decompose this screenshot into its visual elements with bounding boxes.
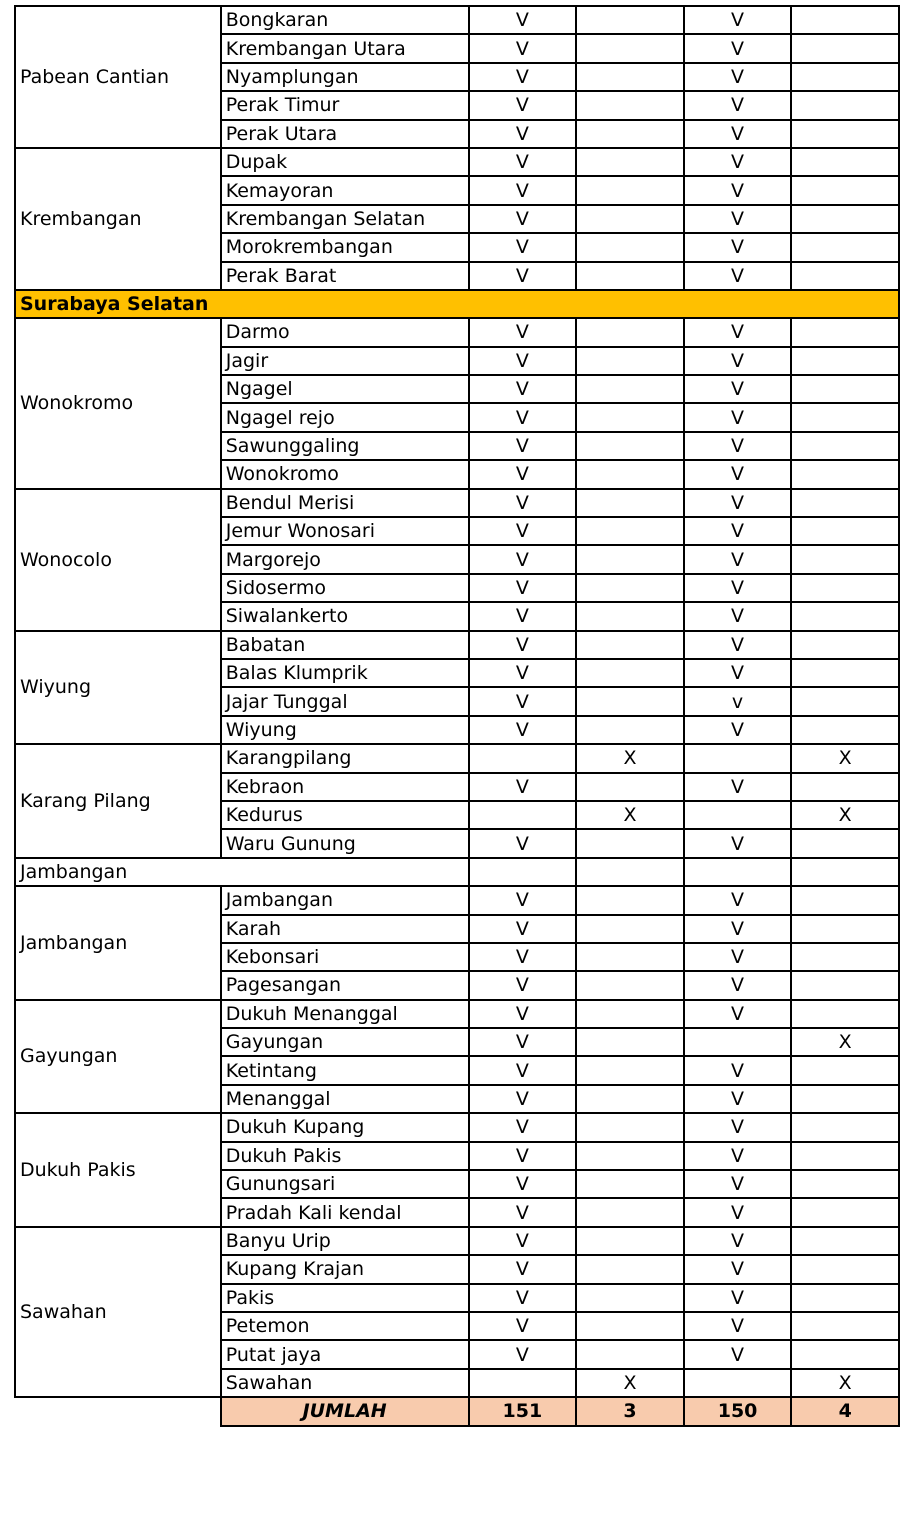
mark-cell-col3: V	[684, 886, 792, 914]
mark-cell-col1: V	[469, 262, 577, 290]
mark-cell-col4	[791, 205, 899, 233]
kelurahan-cell: Karangpilang	[221, 744, 469, 772]
kelurahan-cell: Margorejo	[221, 545, 469, 573]
mark-cell-col3: V	[684, 375, 792, 403]
mark-cell-col4	[791, 1113, 899, 1141]
total-label: JUMLAH	[221, 1397, 469, 1425]
kelurahan-cell: Balas Klumprik	[221, 659, 469, 687]
mark-cell-col1: V	[469, 63, 577, 91]
mark-cell-col2	[576, 687, 684, 715]
mark-cell-col2	[576, 233, 684, 261]
mark-cell-col2	[576, 716, 684, 744]
mark-cell-col4	[791, 1198, 899, 1226]
mark-cell-col4	[791, 120, 899, 148]
kelurahan-cell: Petemon	[221, 1312, 469, 1340]
mark-cell-col3: V	[684, 1255, 792, 1283]
mark-cell-col2	[576, 6, 684, 34]
mark-cell-col4	[791, 687, 899, 715]
mark-cell-col3: v	[684, 687, 792, 715]
mark-cell-col3: V	[684, 545, 792, 573]
mark-cell-col2	[576, 262, 684, 290]
mark-cell-col3: V	[684, 148, 792, 176]
kelurahan-cell: Sawahan	[221, 1369, 469, 1397]
mark-cell-col1: V	[469, 716, 577, 744]
mark-cell-col2	[576, 1028, 684, 1056]
mark-cell-col2	[576, 886, 684, 914]
mark-cell-col3: V	[684, 176, 792, 204]
kelurahan-cell: Sidosermo	[221, 574, 469, 602]
kelurahan-cell: Perak Utara	[221, 120, 469, 148]
table-row	[15, 886, 899, 914]
mark-cell-col4	[791, 1255, 899, 1283]
empty-cell	[576, 858, 684, 886]
kelurahan-cell: Waru Gunung	[221, 829, 469, 857]
mark-cell-col1	[469, 744, 577, 772]
kelurahan-cell: Kebonsari	[221, 943, 469, 971]
kecamatan-cell: Wiyung	[15, 631, 221, 745]
mark-cell-col3: V	[684, 318, 792, 346]
mark-cell-col1: V	[469, 1142, 577, 1170]
mark-cell-col2	[576, 1312, 684, 1340]
kelurahan-cell: Bendul Merisi	[221, 489, 469, 517]
mark-cell-col4	[791, 659, 899, 687]
mark-cell-col4	[791, 460, 899, 488]
kecamatan-cell: Wonocolo	[15, 489, 221, 631]
mark-cell-col1: V	[469, 1198, 577, 1226]
mark-cell-col2	[576, 602, 684, 630]
mark-cell-col2	[576, 375, 684, 403]
mark-cell-col1: V	[469, 773, 577, 801]
mark-cell-col2	[576, 631, 684, 659]
mark-cell-col2	[576, 517, 684, 545]
mark-cell-col3: V	[684, 120, 792, 148]
kelurahan-cell: Pakis	[221, 1284, 469, 1312]
mark-cell-col4	[791, 375, 899, 403]
mark-cell-col1: V	[469, 631, 577, 659]
mark-cell-col4	[791, 915, 899, 943]
mark-cell-col2	[576, 63, 684, 91]
mark-cell-col1: V	[469, 318, 577, 346]
mark-cell-col2	[576, 1255, 684, 1283]
kelurahan-cell: Kemayoran	[221, 176, 469, 204]
mark-cell-col4	[791, 517, 899, 545]
mark-cell-col1: V	[469, 91, 577, 119]
mark-cell-col4	[791, 545, 899, 573]
kelurahan-cell: Perak Barat	[221, 262, 469, 290]
mark-cell-col4	[791, 176, 899, 204]
mark-cell-col1: V	[469, 574, 577, 602]
mark-cell-col1: V	[469, 886, 577, 914]
mark-cell-col4	[791, 631, 899, 659]
mark-cell-col2	[576, 347, 684, 375]
mark-cell-col2	[576, 574, 684, 602]
mark-cell-col2	[576, 545, 684, 573]
mark-cell-col1: V	[469, 915, 577, 943]
mark-cell-col4	[791, 1312, 899, 1340]
mark-cell-col2	[576, 1113, 684, 1141]
mark-cell-col3: V	[684, 716, 792, 744]
empty-cell	[469, 858, 577, 886]
kelurahan-cell: Nyamplungan	[221, 63, 469, 91]
kelurahan-cell: Jajar Tunggal	[221, 687, 469, 715]
mark-cell-col3: V	[684, 517, 792, 545]
kelurahan-cell: Krembangan Selatan	[221, 205, 469, 233]
mark-cell-col4	[791, 1142, 899, 1170]
mark-cell-col1: V	[469, 1000, 577, 1028]
mark-cell-col2	[576, 432, 684, 460]
mark-cell-col4	[791, 1170, 899, 1198]
mark-cell-col4: X	[791, 801, 899, 829]
mark-cell-col2	[576, 34, 684, 62]
kelurahan-cell: Wonokromo	[221, 460, 469, 488]
kecamatan-cell: Krembangan	[15, 148, 221, 290]
mark-cell-col3: V	[684, 205, 792, 233]
mark-cell-col1: V	[469, 1340, 577, 1368]
kelurahan-cell: Morokrembangan	[221, 233, 469, 261]
mark-cell-col1: V	[469, 1113, 577, 1141]
total-col4: 4	[791, 1397, 899, 1425]
mark-cell-col4	[791, 6, 899, 34]
mark-cell-col2	[576, 915, 684, 943]
kelurahan-cell: Dukuh Kupang	[221, 1113, 469, 1141]
table-row	[15, 6, 899, 34]
mark-cell-col2	[576, 971, 684, 999]
mark-cell-col1: V	[469, 375, 577, 403]
mark-cell-col3: V	[684, 347, 792, 375]
kelurahan-table	[14, 5, 900, 1427]
mark-cell-col2	[576, 943, 684, 971]
kecamatan-cell: Wonokromo	[15, 318, 221, 488]
mark-cell-col1: V	[469, 205, 577, 233]
kelurahan-cell: Darmo	[221, 318, 469, 346]
mark-cell-col4	[791, 602, 899, 630]
mark-cell-col4	[791, 347, 899, 375]
mark-cell-col4: X	[791, 1369, 899, 1397]
mark-cell-col3: V	[684, 1170, 792, 1198]
mark-cell-col2	[576, 148, 684, 176]
table-row	[15, 1113, 899, 1141]
mark-cell-col3: V	[684, 1227, 792, 1255]
mark-cell-col3: V	[684, 1198, 792, 1226]
mark-cell-col1: V	[469, 1312, 577, 1340]
mark-cell-col1: V	[469, 34, 577, 62]
kelurahan-cell: Krembangan Utara	[221, 34, 469, 62]
mark-cell-col3: V	[684, 829, 792, 857]
mark-cell-col4	[791, 318, 899, 346]
mark-cell-col3: V	[684, 971, 792, 999]
mark-cell-col3: V	[684, 34, 792, 62]
mark-cell-col2	[576, 91, 684, 119]
mark-cell-col3: V	[684, 1000, 792, 1028]
mark-cell-col4	[791, 403, 899, 431]
mark-cell-col2	[576, 1170, 684, 1198]
total-row	[15, 1397, 899, 1425]
mark-cell-col3: V	[684, 659, 792, 687]
mark-cell-col2	[576, 403, 684, 431]
mark-cell-col3: V	[684, 63, 792, 91]
mark-cell-col3	[684, 744, 792, 772]
kelurahan-cell: Dupak	[221, 148, 469, 176]
mark-cell-col2	[576, 1000, 684, 1028]
total-col2: 3	[576, 1397, 684, 1425]
table-body	[15, 6, 899, 1397]
section-header: Surabaya Selatan	[15, 290, 899, 318]
mark-cell-col3: V	[684, 1056, 792, 1084]
mark-cell-col1: V	[469, 489, 577, 517]
mark-cell-col2	[576, 1056, 684, 1084]
mark-cell-col4	[791, 574, 899, 602]
mark-cell-col4	[791, 432, 899, 460]
total-col1: 151	[469, 1397, 577, 1425]
mark-cell-col3: V	[684, 631, 792, 659]
mark-cell-col4	[791, 34, 899, 62]
kelurahan-cell: Jemur Wonosari	[221, 517, 469, 545]
mark-cell-col1: V	[469, 403, 577, 431]
mark-cell-col4	[791, 1340, 899, 1368]
mark-cell-col2	[576, 829, 684, 857]
kelurahan-cell: Jambangan	[221, 886, 469, 914]
mark-cell-col4	[791, 233, 899, 261]
mark-cell-col3: V	[684, 915, 792, 943]
mark-cell-col3: V	[684, 91, 792, 119]
kecamatan-cell: Karang Pilang	[15, 744, 221, 858]
mark-cell-col3: V	[684, 1085, 792, 1113]
kelurahan-cell: Babatan	[221, 631, 469, 659]
mark-cell-col3	[684, 801, 792, 829]
kelurahan-cell: Menanggal	[221, 1085, 469, 1113]
kelurahan-cell: Putat jaya	[221, 1340, 469, 1368]
mark-cell-col2	[576, 1198, 684, 1226]
mark-cell-col1: V	[469, 1028, 577, 1056]
section-header-row	[15, 290, 899, 318]
total-col3: 150	[684, 1397, 792, 1425]
mark-cell-col4	[791, 886, 899, 914]
mark-cell-col4	[791, 829, 899, 857]
mark-cell-col1: V	[469, 1284, 577, 1312]
kelurahan-cell: Pagesangan	[221, 971, 469, 999]
mark-cell-col1: V	[469, 176, 577, 204]
kelurahan-cell: Gayungan	[221, 1028, 469, 1056]
mark-cell-col4	[791, 773, 899, 801]
kelurahan-cell: Kedurus	[221, 801, 469, 829]
subsection-label: Jambangan	[15, 858, 469, 886]
mark-cell-col2: X	[576, 801, 684, 829]
mark-cell-col3: V	[684, 460, 792, 488]
mark-cell-col1: V	[469, 233, 577, 261]
mark-cell-col2	[576, 1227, 684, 1255]
kelurahan-cell: Wiyung	[221, 716, 469, 744]
mark-cell-col4	[791, 1085, 899, 1113]
mark-cell-col1: V	[469, 602, 577, 630]
table-row	[15, 631, 899, 659]
empty-cell	[684, 858, 792, 886]
mark-cell-col1: V	[469, 148, 577, 176]
mark-cell-col3: V	[684, 1312, 792, 1340]
mark-cell-col4	[791, 943, 899, 971]
mark-cell-col3: V	[684, 6, 792, 34]
mark-cell-col3: V	[684, 1340, 792, 1368]
mark-cell-col3: V	[684, 1284, 792, 1312]
mark-cell-col2	[576, 1340, 684, 1368]
mark-cell-col1: V	[469, 687, 577, 715]
mark-cell-col3: V	[684, 432, 792, 460]
kecamatan-cell: Jambangan	[15, 886, 221, 1000]
mark-cell-col3: V	[684, 602, 792, 630]
table-row	[15, 148, 899, 176]
kelurahan-cell: Banyu Urip	[221, 1227, 469, 1255]
mark-cell-col1: V	[469, 1085, 577, 1113]
kelurahan-cell: Kebraon	[221, 773, 469, 801]
subsection-row	[15, 858, 899, 886]
mark-cell-col1: V	[469, 659, 577, 687]
mark-cell-col3: V	[684, 773, 792, 801]
kelurahan-cell: Bongkaran	[221, 6, 469, 34]
mark-cell-col4	[791, 91, 899, 119]
mark-cell-col4	[791, 262, 899, 290]
mark-cell-col4	[791, 489, 899, 517]
mark-cell-col2	[576, 659, 684, 687]
kelurahan-cell: Siwalankerto	[221, 602, 469, 630]
mark-cell-col3	[684, 1369, 792, 1397]
kecamatan-cell: Pabean Cantian	[15, 6, 221, 148]
mark-cell-col2	[576, 1284, 684, 1312]
mark-cell-col1: V	[469, 120, 577, 148]
mark-cell-col2	[576, 318, 684, 346]
table-row	[15, 1000, 899, 1028]
kelurahan-cell: Ketintang	[221, 1056, 469, 1084]
kecamatan-cell: Gayungan	[15, 1000, 221, 1114]
kelurahan-cell: Dukuh Pakis	[221, 1142, 469, 1170]
table-row	[15, 744, 899, 772]
mark-cell-col2	[576, 460, 684, 488]
mark-cell-col1	[469, 1369, 577, 1397]
mark-cell-col2	[576, 1085, 684, 1113]
mark-cell-col1: V	[469, 1170, 577, 1198]
mark-cell-col3: V	[684, 1142, 792, 1170]
mark-cell-col1	[469, 801, 577, 829]
mark-cell-col3: V	[684, 233, 792, 261]
mark-cell-col4	[791, 1227, 899, 1255]
kelurahan-cell: Perak Timur	[221, 91, 469, 119]
mark-cell-col1: V	[469, 1255, 577, 1283]
mark-cell-col4	[791, 148, 899, 176]
mark-cell-col3	[684, 1028, 792, 1056]
mark-cell-col4: X	[791, 744, 899, 772]
mark-cell-col4	[791, 1056, 899, 1084]
kelurahan-cell: Dukuh Menanggal	[221, 1000, 469, 1028]
kelurahan-cell: Pradah Kali kendal	[221, 1198, 469, 1226]
kelurahan-cell: Sawunggaling	[221, 432, 469, 460]
mark-cell-col2: X	[576, 744, 684, 772]
mark-cell-col2: X	[576, 1369, 684, 1397]
kelurahan-cell: Ngagel	[221, 375, 469, 403]
mark-cell-col3: V	[684, 574, 792, 602]
mark-cell-col4	[791, 1000, 899, 1028]
kelurahan-cell: Jagir	[221, 347, 469, 375]
mark-cell-col3: V	[684, 262, 792, 290]
mark-cell-col1: V	[469, 943, 577, 971]
mark-cell-col4: X	[791, 1028, 899, 1056]
mark-cell-col3: V	[684, 943, 792, 971]
mark-cell-col1: V	[469, 347, 577, 375]
mark-cell-col1: V	[469, 460, 577, 488]
mark-cell-col1: V	[469, 545, 577, 573]
kelurahan-cell: Kupang Krajan	[221, 1255, 469, 1283]
kecamatan-cell: Dukuh Pakis	[15, 1113, 221, 1227]
table-row	[15, 489, 899, 517]
mark-cell-col1: V	[469, 6, 577, 34]
kelurahan-cell: Gunungsari	[221, 1170, 469, 1198]
mark-cell-col2	[576, 176, 684, 204]
mark-cell-col2	[576, 1142, 684, 1170]
kecamatan-cell: Sawahan	[15, 1227, 221, 1397]
total-blank-cell	[15, 1397, 221, 1425]
mark-cell-col2	[576, 205, 684, 233]
kelurahan-cell: Karah	[221, 915, 469, 943]
mark-cell-col2	[576, 773, 684, 801]
mark-cell-col4	[791, 1284, 899, 1312]
mark-cell-col3: V	[684, 403, 792, 431]
mark-cell-col1: V	[469, 971, 577, 999]
mark-cell-col2	[576, 120, 684, 148]
mark-cell-col3: V	[684, 489, 792, 517]
mark-cell-col2	[576, 489, 684, 517]
empty-cell	[791, 858, 899, 886]
mark-cell-col4	[791, 716, 899, 744]
kelurahan-cell: Ngagel rejo	[221, 403, 469, 431]
mark-cell-col4	[791, 63, 899, 91]
table-row	[15, 1227, 899, 1255]
mark-cell-col4	[791, 971, 899, 999]
mark-cell-col3: V	[684, 1113, 792, 1141]
mark-cell-col1: V	[469, 1227, 577, 1255]
table-row	[15, 318, 899, 346]
mark-cell-col1: V	[469, 432, 577, 460]
mark-cell-col1: V	[469, 517, 577, 545]
mark-cell-col1: V	[469, 829, 577, 857]
mark-cell-col1: V	[469, 1056, 577, 1084]
